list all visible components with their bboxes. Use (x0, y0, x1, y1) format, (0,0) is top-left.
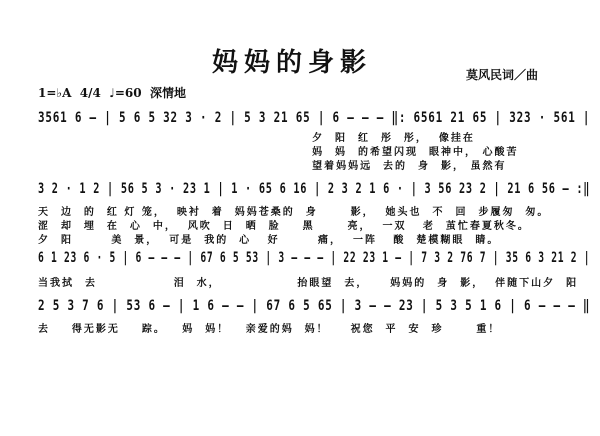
lyric-line: 夕 阳 美 景， 可是 我的 心 好 痛， 一阵 酸 楚模糊眼 睛。 (38, 235, 500, 246)
notation-line-3: 6 1 23 6 · 5 | 6 — — — | 67 6 5 53 | 3 — — — | 22 23 1 — | 7 3 2 76 7 | 35 6 3 21 2 | (38, 250, 591, 266)
lyric-line: 天 边 的 红 灯 笼， 映衬 着 妈妈苍桑的 身 影， 她头也 不 回 步履匆 匆。 (38, 207, 550, 218)
lyric-line: 妈 妈 的希望闪现 眼神中， 心酸苦 (38, 147, 519, 158)
lyric-line: 当我拭 去 泪 水， 抬眼望 去， 妈妈的 身 影， 伴随下山夕 阳 (38, 278, 579, 289)
notation-line-4: 2 5 3 7 6 | 53 6 — | 1 6 — — | 67 6 5 65 | 3 — — 23 | 5 3 5 1 6 | 6 — — — ‖ (38, 298, 591, 314)
lyric-line: 涩 却 埋 在 心 中， 风吹 日 晒 脸 黑 亮， 一双 老 茧忙春夏秋冬。 (38, 221, 530, 232)
lyric-line: 夕 阳 红 彤 彤， 像挂在 (38, 133, 475, 144)
key-tempo-marking: 1=♭A 4/4 ♩=60 深情地 (38, 86, 186, 100)
composer-credit: 莫风民词／曲 (466, 68, 539, 82)
lyric-line: 去 得无影无 踪。 妈 妈！ 亲爱的妈 妈！ 祝您 平 安 珍 重！ (38, 324, 501, 335)
lyric-line: 望着妈妈远 去的 身 影， 虽然有 (38, 161, 507, 172)
notation-line-2: 3 2 · 1 2 | 56 5 3 · 23 1 | 1 · 65 6 16 | 2 3 2 1 6 · | 3 56 23 2 | 21 6 56 — :‖ (38, 181, 591, 197)
song-title: 妈妈的身影 (212, 48, 373, 78)
notation-line-1: 3561 6 — | 5 6 5 32 3 · 2 | 5 3 21 65 | 6 — — — ‖: 6561 21 65 | 323 · 561 | (38, 110, 591, 126)
